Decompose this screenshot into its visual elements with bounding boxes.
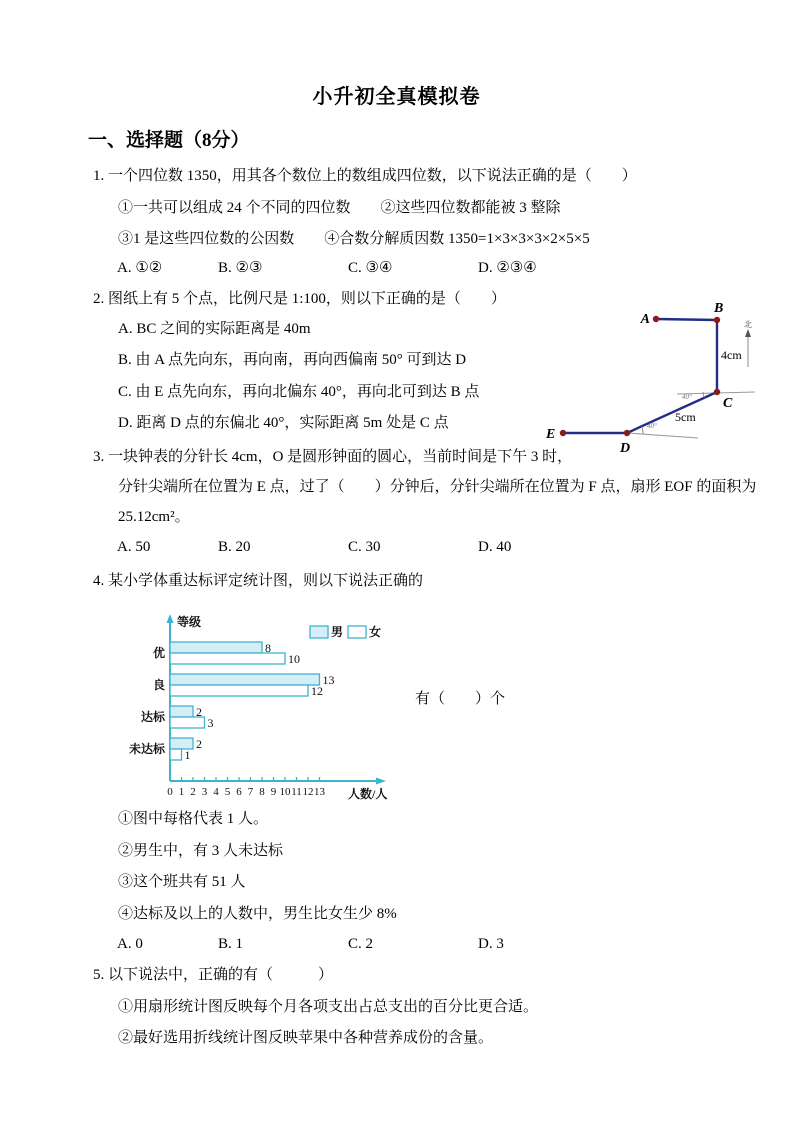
y-axis-arrow (167, 614, 174, 623)
section-heading: 一、选择题（8分） (88, 130, 250, 151)
x-tick-label: 9 (270, 786, 277, 798)
legend-female-label: 女 (369, 625, 382, 639)
point-a-label: A (640, 312, 650, 327)
category-label: 良 (152, 678, 165, 692)
bar-male-value: 13 (322, 673, 335, 687)
point-d-dot (624, 430, 630, 436)
q4-option-b: B. 1 (218, 936, 244, 952)
x-axis-title: 人数/人 (348, 787, 388, 801)
q4-option-d: D. 3 (478, 936, 504, 952)
x-tick-label: 4 (213, 786, 219, 798)
bar-male-value: 8 (265, 641, 271, 655)
q1-option-b: B. ②③ (218, 260, 263, 276)
bar-female (170, 685, 308, 696)
x-tick-label: 8 (259, 786, 265, 798)
category-label: 未达标 (128, 742, 165, 756)
category-label: 优 (152, 646, 165, 660)
q3-option-b: B. 20 (218, 539, 251, 555)
bar-female (170, 749, 182, 760)
q3-line3: 25.12cm²。 (118, 509, 190, 525)
q1-sub2: ③1 是这些四位数的公因数 ④合数分解质因数 1350=1×3×3×3×2×5×5 (118, 231, 590, 247)
legend-male-swatch (310, 626, 328, 638)
point-c-dot (714, 389, 720, 395)
legend-male-label: 男 (331, 625, 344, 639)
x-tick-label: 6 (236, 786, 242, 798)
bar-male (170, 642, 262, 653)
x-tick-label: 13 (314, 786, 325, 798)
aux-line-from-d (627, 433, 698, 438)
q1-option-c: C. ③④ (348, 260, 393, 276)
x-tick-label: 2 (190, 786, 196, 798)
q4-statement-4: ④达标及以上的人数中，男生比女生少 8% (118, 906, 397, 922)
q4-statement-3: ③这个班共有 51 人 (118, 874, 246, 890)
x-tick-label: 7 (247, 786, 254, 798)
q4-stem-cont: 有（ ）个 (415, 691, 506, 707)
legend-female-swatch (348, 626, 366, 638)
length-cd-label: 5cm (675, 410, 696, 424)
bar-male (170, 674, 320, 685)
bar-male-value: 2 (196, 705, 202, 719)
bar-female-value: 12 (311, 684, 323, 698)
q3-options-row (0, 539, 793, 559)
q5-statement-1: ①用扇形统计图反映每个月各项支出占总支出的百分比更合适。 (118, 999, 539, 1015)
bar-male-value: 2 (196, 737, 202, 751)
q4-option-c: C. 2 (348, 936, 374, 952)
length-bc-label: 4cm (721, 348, 742, 362)
x-tick-label: 3 (201, 786, 208, 798)
q1-options-row (0, 258, 793, 278)
q2-option-c: C. 由 E 点先向东，再向北偏东 40°，再向北可到达 B 点 (118, 384, 480, 400)
q3-stem: 3. 一块钟表的分针长 4cm，O 是圆形钟面的圆心，当前时间是下午 3 时， (93, 449, 573, 465)
bar-male (170, 706, 193, 717)
segment-cd (627, 392, 717, 433)
q5-stem: 5. 以下说法中，正确的有（ ） (93, 967, 334, 983)
category-label: 达标 (140, 710, 165, 724)
q3-line2: 分针尖端所在位置为 E 点，过了（ ）分钟后，分针尖端所在位置为 F 点，扇形 EOF 的面积为 (118, 479, 757, 495)
point-b-dot (714, 317, 720, 323)
angle-d-label: 40° (647, 422, 657, 430)
q3-option-c: C. 30 (348, 539, 381, 555)
point-c-label: C (723, 396, 733, 411)
x-tick-label: 0 (167, 786, 173, 798)
q2-option-b: B. 由 A 点先向东，再向南，再向西偏南 50° 可到达 D (118, 352, 467, 368)
q2-stem: 2. 图纸上有 5 个点，比例尺是 1:100，则以下正确的是（ ） (93, 291, 506, 307)
bar-female-value: 10 (288, 652, 300, 666)
north-arrow-head (745, 329, 751, 337)
q2-map-diagram (540, 295, 793, 460)
q4-statement-1: ①图中每格代表 1 人。 (118, 811, 269, 827)
x-tick-label: 10 (279, 786, 291, 798)
q4-statement-2: ②男生中，有 3 人未达标 (118, 843, 284, 859)
x-axis-arrow (376, 778, 386, 785)
q4-stem: 4. 某小学体重达标评定统计图，则以下说法正确的 (93, 573, 424, 589)
q5-statement-2: ②最好选用折线统计图反映苹果中各种营养成份的含量。 (118, 1030, 494, 1046)
q1-sub1: ①一共可以组成 24 个不同的四位数 ②这些四位数都能被 3 整除 (118, 200, 561, 216)
q3-option-d: D. 40 (478, 539, 512, 555)
weight-chart-svg (110, 606, 410, 806)
point-e-dot (560, 430, 566, 436)
q4-options-row (0, 936, 793, 956)
x-tick-label: 11 (291, 786, 302, 798)
q2-option-a: A. BC 之间的实际距离是 40m (118, 321, 311, 337)
q1-option-d: D. ②③④ (478, 260, 537, 276)
q1-option-a: A. ①② (117, 260, 163, 276)
north-label: 北 (744, 320, 752, 329)
q1-stem: 1. 一个四位数 1350，用其各个数位上的数组成四位数，以下说法正确的是（ ） (93, 168, 637, 184)
x-tick-label: 1 (178, 786, 185, 798)
point-a-dot (653, 316, 659, 322)
bar-female-value: 1 (184, 748, 191, 762)
x-tick-label: 5 (224, 786, 231, 798)
page-title: 小升初全真模拟卷 (312, 86, 481, 108)
point-b-label: B (714, 301, 724, 316)
q2-option-d: D. 距离 D 点的东偏北 40°，实际距离 5m 处是 C 点 (118, 415, 449, 431)
point-d-label: D (620, 441, 631, 456)
y-axis-title: 等级 (177, 615, 202, 629)
q4-option-a: A. 0 (117, 936, 143, 952)
point-e-label: E (546, 427, 556, 442)
bar-female-value: 3 (207, 716, 214, 730)
q3-option-a: A. 50 (117, 539, 151, 555)
segment-ab (656, 319, 717, 320)
angle-c-label: 40° (682, 393, 692, 401)
x-tick-label: 12 (302, 786, 314, 798)
angle-arc-d (642, 426, 643, 434)
